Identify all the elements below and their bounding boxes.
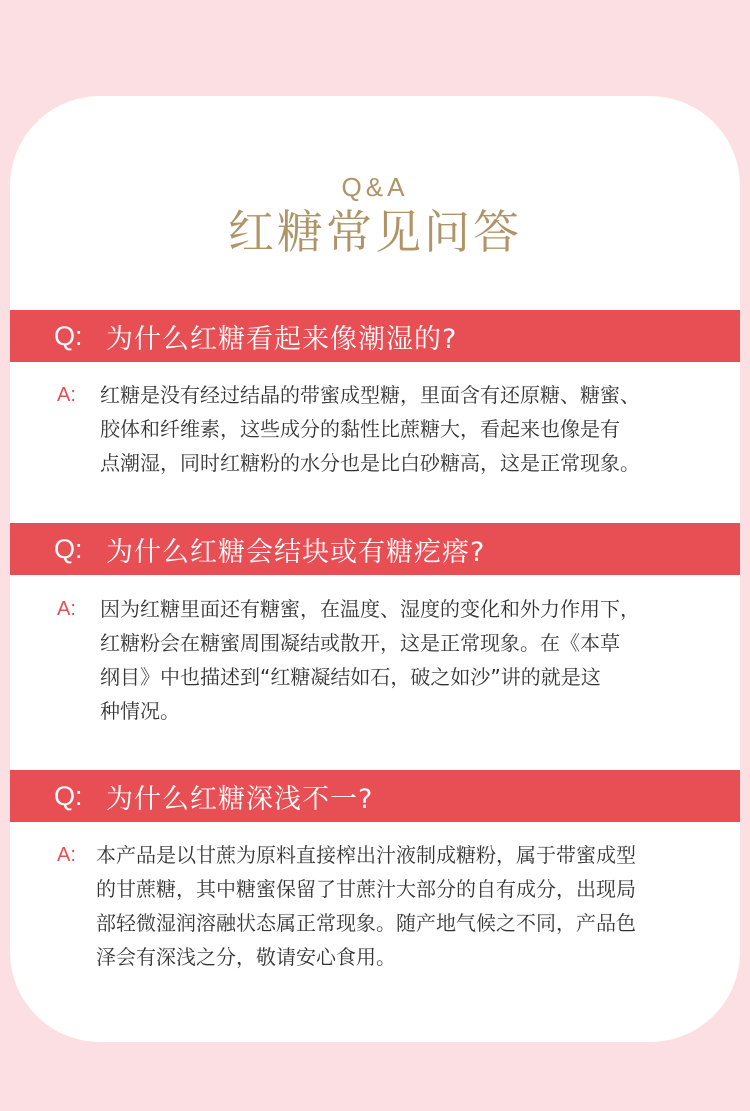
question-label: Q: bbox=[54, 780, 83, 811]
answer-line: 纲目》中也描述到“红糖凝结如石，破之如沙”讲的就是这 bbox=[100, 665, 601, 689]
answer-line: 胶体和纤维素，这些成分的黏性比蔗糖大，看起来也像是有 bbox=[100, 417, 620, 441]
answer-line: 红糖粉会在糖蜜周围凝结或散开，这是正常现象。在《本草 bbox=[100, 631, 620, 655]
question-text: 为什么红糖看起来像潮湿的? bbox=[106, 323, 458, 355]
page-title: 红糖常见问答 bbox=[228, 205, 522, 259]
answer-line: 种情况。 bbox=[100, 699, 180, 723]
qa-subtitle: Q&A bbox=[341, 172, 409, 202]
question-band-1 bbox=[10, 310, 740, 362]
answer-line: 的甘蔗糖，其中糖蜜保留了甘蔗汁大部分的自有成分，出现局 bbox=[96, 877, 636, 901]
question-text: 为什么红糖会结块或有糖疙瘩? bbox=[106, 536, 486, 568]
answer-label: A: bbox=[57, 384, 76, 406]
answer-line: 红糖是没有经过结晶的带蜜成型糖，里面含有还原糖、糖蜜、 bbox=[100, 383, 640, 407]
question-label: Q: bbox=[54, 320, 83, 351]
question-band-2 bbox=[10, 523, 740, 575]
answer-line: 本产品是以甘蔗为原料直接榨出汁液制成糖粉，属于带蜜成型 bbox=[96, 843, 636, 867]
question-text: 为什么红糖深浅不一? bbox=[106, 783, 374, 815]
answer-label: A: bbox=[57, 844, 76, 866]
answer-line: 泽会有深浅之分，敬请安心食用。 bbox=[96, 945, 396, 969]
answer-line: 点潮湿，同时红糖粉的水分也是比白砂糖高，这是正常现象。 bbox=[100, 451, 640, 475]
answer-line: 因为红糖里面还有糖蜜，在温度、湿度的变化和外力作用下， bbox=[100, 597, 640, 621]
question-band-3 bbox=[10, 770, 740, 822]
answer-line: 部轻微湿润溶融状态属正常现象。随产地气候之不同，产品色 bbox=[96, 911, 636, 935]
answer-label: A: bbox=[57, 598, 76, 620]
question-label: Q: bbox=[54, 533, 83, 564]
